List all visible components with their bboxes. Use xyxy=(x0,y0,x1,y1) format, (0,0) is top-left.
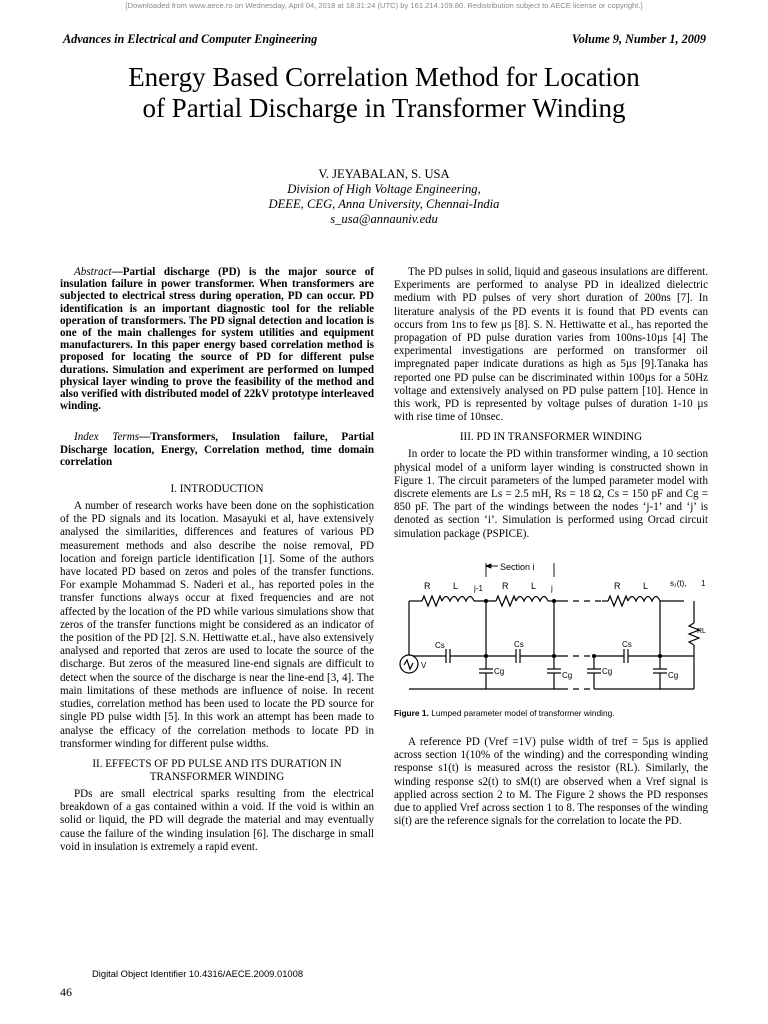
shunt-capacitors xyxy=(479,656,667,689)
label-Cg-3: Cg xyxy=(602,666,613,676)
abstract-label: Abstract xyxy=(74,266,112,278)
figure-1-caption-label: Figure 1. xyxy=(394,707,429,718)
pd-pulse-paragraph: The PD pulses in solid, liquid and gaseous insulations are different. Experiments are performed to analyse PD in idealized dielectric medium with PD pulses of very short duration of 200ns [7]. In literature analysis of the PD events it is found that PD events can occurs from 1ns to few µs [8]. S. N. Hettiwatte et al., has reported the propagation of PD pulse duration varies from 100ns-10µs [4] The experimental investigations are performed on transformer oil impregnated paper indicate durations as high as 5µs [9].Tanaka has reported one PD pulse can be discriminated within 100µs for a 50Hz voltage and extensively analysed on PD pulse pattern [10]. Hence in this work, PD is represented by voltage pulses of duration 1-10 µs with rise time of 10nsec. xyxy=(394,266,708,424)
section-1-paragraph: A number of research works have been done on the sophistication of the PD signals and its location. Masayuki et al, have extensively analysed the similarities, differences and features of various PD measurement methods and also describe the noise removal, PD location and foreign particle identification [1]. Some of the authors have located PD based on zeros and poles of the transfer functions. For example Mohammad S. Naderi et al., has reported poles in the transfer functions always occur at fixed frequencies and are not affected by the location of the PD while various simulations show that zeros of the transfer functions might be considered as an indicator of the position of the PD [2]. S.N. Hettiwatte et.al., have also extensively analysed and reported that zeros are used to locate the source of the discharge. But zeros of the measured line-end signals are difficult to detect when the source of the discharge is near the line-end [3, 4]. The main limitations of these methods are influence of noise. In recent studies, correlation method has been used to locate the PD source for single PD pulse width [5]. In this work an attempt has been made to analyse the efficacy of the correlation methods to locate PD in transformer winding for different pulse widths. xyxy=(60,500,374,750)
author-block xyxy=(0,167,768,227)
journal-name: Advances in Electrical and Computer Engineering xyxy=(63,32,318,46)
title-line-1: Energy Based Correlation Method for Location xyxy=(128,62,640,92)
section-2-heading-line-2: TRANSFORMER WINDING xyxy=(149,770,285,783)
label-L-2: L xyxy=(531,580,537,591)
download-banner: [Downloaded from www.aece.ro on Wednesday, April 04, 2018 at 18:31:24 (UTC) by 161.214.109.80. Redistribution subject to AECE license or copyright.] xyxy=(125,1,643,10)
page-number: 46 xyxy=(60,985,72,999)
label-L-1: L xyxy=(453,580,459,591)
top-wire xyxy=(409,596,684,606)
abstract xyxy=(60,266,374,412)
label-R-3: R xyxy=(614,580,621,591)
resistor-2 xyxy=(496,596,516,606)
figure-1-caption xyxy=(394,707,708,720)
resistor-3 xyxy=(608,596,628,606)
label-Cs-1: Cs xyxy=(435,640,445,650)
label-Cg-2: Cg xyxy=(562,670,573,680)
label-Cs-2: Cs xyxy=(514,639,524,649)
affiliation-division: Division of High Voltage Engineering, xyxy=(287,182,481,196)
resistor-1 xyxy=(422,596,442,606)
section-3-paragraph-2: A reference PD (Vref =1V) pulse width of tref = 5µs is applied across section 1(10% of the winding) and the corresponding winding response s1(t) is measured across the resistor (RL). Similarly, the winding response s2(t) to sM(t) are observed when a Vref signal is applied across section 2 to M. The Figure 2 shows the PD responses due to applied Vref across section 1 to 8. The responses of the winding si(t) are the reference signals for the correlation to locate the PD. xyxy=(394,736,708,828)
figure-1-circuit xyxy=(394,551,708,701)
load-resistor xyxy=(689,601,699,689)
doi[interactable]: Digital Object Identifier 10.4316/AECE.2009.01008 xyxy=(92,968,304,979)
right-column xyxy=(394,266,708,834)
section-2-heading-line-1: II. EFFECTS OF PD PULSE AND ITS DURATION IN xyxy=(92,757,342,770)
label-R-2: R xyxy=(502,580,509,591)
section-3-paragraph-1: In order to locate the PD within transformer winding, a 10 section physical model of a uniform layer winding is constructed shown in Figure 1. The circuit parameters of the lumped parameter model with discrete elements are Ls = 2.5 mH, Rs = 18 Ω, Cs = 150 pF and Cg = 850 pF. The part of the windings between the nodes ‘j-1’ and ‘j’ is denoted as section ‘i’. Simulation is performed using Orcad circuit simulation package (PSPICE). xyxy=(394,448,708,540)
inductor-2 xyxy=(516,596,548,601)
label-RL: RL xyxy=(697,627,706,635)
circuit-diagram xyxy=(394,551,708,701)
label-edge-cut: 1 xyxy=(701,578,706,588)
left-column xyxy=(60,266,374,860)
voltage-source xyxy=(400,655,418,673)
paper-title xyxy=(40,62,728,124)
node-dots xyxy=(484,599,662,658)
affiliation-department: DEEE, CEG, Anna University, Chennai-India xyxy=(268,197,500,211)
section-2-heading xyxy=(60,758,374,784)
author-names: V. JEYABALAN, S. USA xyxy=(318,167,450,181)
author-email[interactable]: s_usa@annauniv.edu xyxy=(330,212,438,226)
series-capacitors xyxy=(409,601,694,663)
label-Cs-3: Cs xyxy=(622,639,632,649)
label-L-3: L xyxy=(643,580,649,591)
label-R-1: R xyxy=(424,580,431,591)
inductor-1 xyxy=(442,596,474,601)
label-Cg-4: Cg xyxy=(668,670,679,680)
title-line-2: of Partial Discharge in Transformer Winding xyxy=(142,93,626,123)
label-Cg-1: Cg xyxy=(494,666,505,676)
section-label: Section i xyxy=(500,561,535,572)
figure-1-caption-text: Lumped parameter model of transformer winding. xyxy=(428,707,615,718)
label-node-j-1: j-1 xyxy=(474,583,483,593)
index-terms-label: Index Terms xyxy=(74,431,140,444)
circuit-labels xyxy=(421,579,706,680)
section-1-heading: I. INTRODUCTION xyxy=(170,483,264,496)
index-terms xyxy=(60,431,374,468)
abstract-text: —Partial discharge (PD) is the major source of insulation failure in power transformer. When transformers are subjected to electrical stress during operation, PD can occur. PD identification is an important diagnostic tool for the reliable operation of transformers. The PD signal detection and location is one of the main challenges for system utilities and equipment manufacturers. In this paper energy based correlation method is proposed for locating the source of PD for different pulse durations. Simulation and experiment are performed on lumped physical layer winding to prove the feasibility of the method and also verified with distributed model of 22kV prototype interleaved winding. xyxy=(60,266,374,413)
section-3-heading: III. PD IN TRANSFORMER WINDING xyxy=(459,431,643,444)
inductor-3 xyxy=(628,596,660,601)
index-terms-text: —Transformers, Insulation failure, Partial Discharge location, Energy, Correlation method, time domain correlation xyxy=(60,431,374,468)
label-node-j: j xyxy=(551,583,553,593)
label-s1t: s₁(t), xyxy=(670,578,687,588)
section-2-paragraph: PDs are small electrical sparks resulting from the electrical breakdown of a gas contained within a void. If the void is within an solid or liquid, the PD will degrade the material and may eventually cause the failure of the winding insulation [6]. The discharge in small void in insulation is extremely a rapid event. xyxy=(60,787,374,853)
label-V: V xyxy=(421,660,427,670)
journal-volume: Volume 9, Number 1, 2009 xyxy=(571,32,706,46)
